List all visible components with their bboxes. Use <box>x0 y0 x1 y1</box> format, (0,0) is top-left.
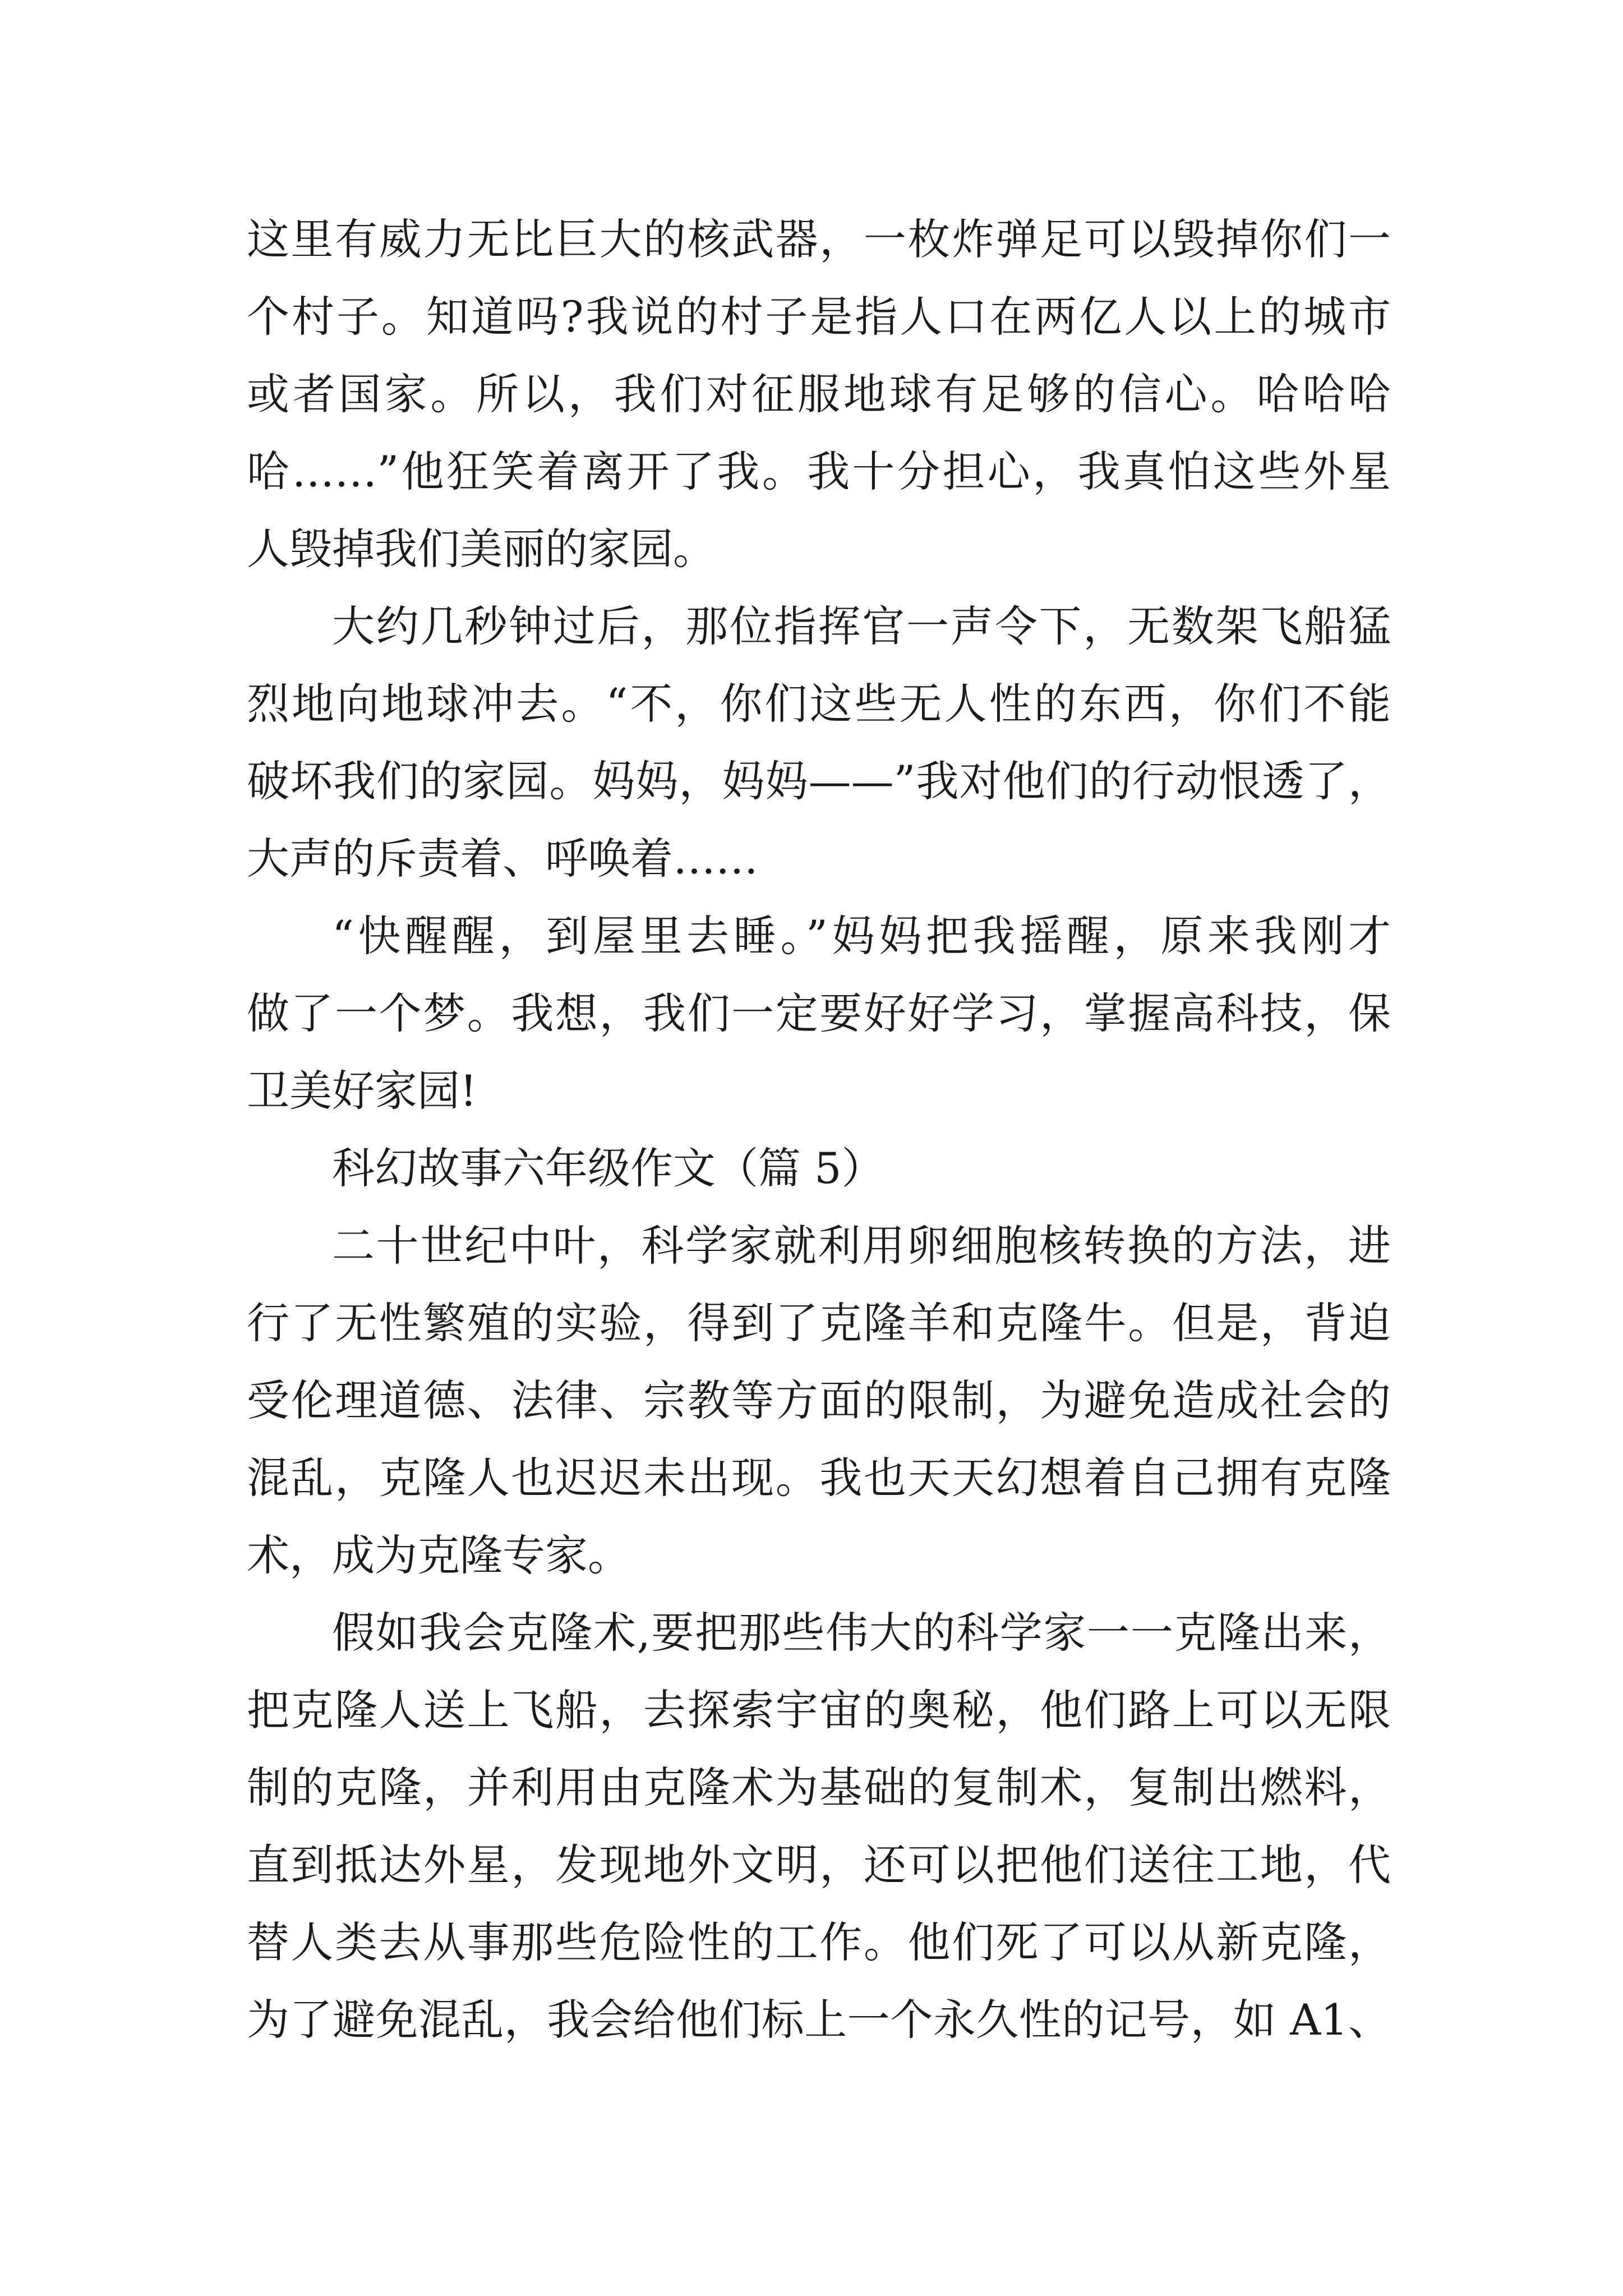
text-line: 二十世纪中叶，科学家就利用卵细胞核转换的方法，进 <box>332 1221 1391 1271</box>
text-line: 做了一个梦。我想，我们一定要好好学习，掌握高科技，保 <box>247 988 1391 1038</box>
text-line: 大声的斥责着、呼唤着…… <box>247 834 758 884</box>
text-line: 这里有威力无比巨大的核武器，一枚炸弹足可以毁掉你们一 <box>247 214 1391 264</box>
text-line: 替人类去从事那些危险性的工作。他们死了可以从新克隆， <box>247 1917 1391 1967</box>
text-line: 烈地向地球冲去。“不，你们这些无人性的东西，你们不能 <box>247 679 1391 729</box>
text-line: 人毁掉我们美丽的家园。 <box>247 524 716 574</box>
text-line: 制的克隆，并利用由克隆术为基础的复制术，复制出燃料， <box>247 1763 1391 1812</box>
text-line: 卫美好家园! <box>247 1066 477 1116</box>
text-line: 行了无性繁殖的实验，得到了克隆羊和克隆牛。但是，背迫 <box>247 1298 1391 1348</box>
text-line: 个村子。知道吗?我说的村子是指人口在两亿人以上的城市 <box>247 292 1391 342</box>
document-body-text <box>247 201 1391 2059</box>
text-line: 受伦理道德、法律、宗教等方面的限制，为避免造成社会的 <box>247 1375 1391 1425</box>
text-line: 把克隆人送上飞船，去探索宇宙的奥秘，他们路上可以无限 <box>247 1685 1391 1735</box>
text-line: 假如我会克隆术,要把那些伟大的科学家一一克隆出来， <box>332 1608 1391 1658</box>
text-line: 大约几秒钟过后，那位指挥官一声令下，无数架飞船猛 <box>332 601 1391 651</box>
text-line: 或者国家。所以，我们对征服地球有足够的信心。哈哈哈 <box>247 369 1391 419</box>
section-heading: 科幻故事六年级作文（篇 5） <box>332 1143 884 1193</box>
text-line: 术，成为克隆专家。 <box>247 1530 630 1580</box>
text-line: 混乱，克隆人也迟迟未出现。我也天天幻想着自己拥有克隆 <box>247 1453 1391 1503</box>
text-line: “快醒醒，到屋里去睡。”妈妈把我摇醒，原来我刚才 <box>332 911 1391 961</box>
text-line: 直到抵达外星，发现地外文明，还可以把他们送往工地，代 <box>247 1840 1391 1890</box>
text-line: 为了避免混乱，我会给他们标上一个永久性的记号，如 A1、 <box>247 1995 1391 2045</box>
text-line: 破坏我们的家园。妈妈，妈妈——”我对他们的行动恨透了， <box>247 756 1391 806</box>
text-line: 哈……”他狂笑着离开了我。我十分担心，我真怕这些外星 <box>247 447 1391 496</box>
